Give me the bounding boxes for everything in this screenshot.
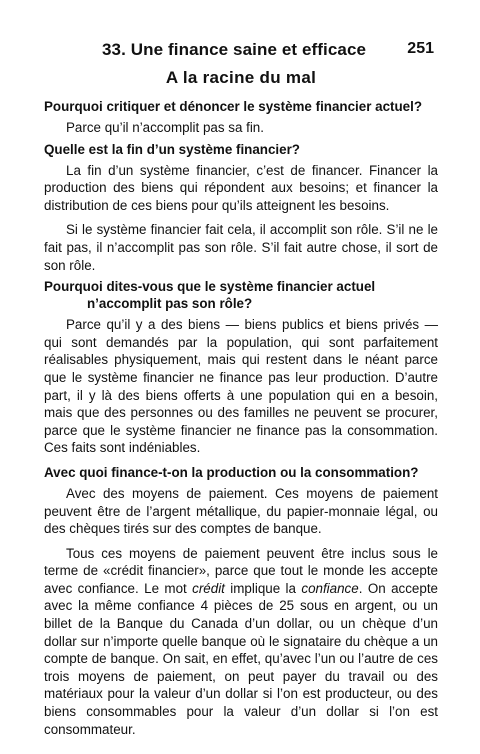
page-number: 251: [407, 40, 434, 57]
book-page: [44, 40, 438, 738]
answer-4-text-end: . On accepte avec la même confiance 4 pièces de 25 sous en argent, ou un billet de la Banque du Canada d’un dollar, ou un chèque d’un dollar sur n’importe quelle banque où le signataire du chèque a un compte de banque. On sait, en effet, qu’avec l’un ou l’autre de ces trois moyens de paiement, on peut payer du travail ou des matériaux pour la valeur d’un dollar si l’on est producteur, ou des biens consommables pour la valeur d’un dollar si l’on est consommateur.: [44, 580, 438, 737]
answer-4-text-start: Tous ces moyens de paiement peuvent être inclus sous le terme de «crédit financier», parce que tout le monde les accepte avec confiance. Le mot: [44, 545, 438, 596]
emphasis-credit: crédit: [192, 580, 225, 596]
answer-2-paragraph-2: Si le système financier fait cela, il accomplit son rôle. S’il ne le fait pas, il n’accomplit pas son rôle. S’il fait autre chose, il sort de son rôle.: [44, 222, 438, 273]
chapter-title: 33. Une finance saine et efficace: [102, 40, 367, 59]
running-header: [44, 40, 438, 64]
emphasis-confiance: confiance: [301, 580, 359, 596]
answer-3: Parce qu’il y a des biens — biens publics et biens privés — qui sont demandés par la population, qui sont parfaitement réalisables physiquement, mais qui restent dans le néant parce que le système financier ne finance pas leur production. D’autre part, il y là des biens offerts à une population qui en a besoin, mais que des personnes ou des familles ne peuvent se procurer, parce que le système financier ne finance pas la consommation. Ces faits sont indéniables.: [44, 317, 438, 456]
section-title: A la racine du mal: [165, 68, 317, 87]
answer-4-text-mid: implique la: [224, 580, 302, 596]
answer-2-paragraph-1: La fin d’un système financier, c’est de financer. Financer la production des biens qui répondent aux besoins; et financer la distribution de ces biens pour qu’ils atteignent les besoins.: [44, 162, 438, 213]
question-3: Pourquoi dites-vous que le système financier actuel n’accomplit pas son rôle?: [44, 279, 376, 312]
answer-4-paragraph-2: [44, 545, 438, 739]
question-1: Pourquoi critiquer et dénoncer le système financier actuel?: [44, 99, 423, 114]
question-4: Avec quoi finance-t-on la production ou la consommation?: [44, 464, 419, 480]
answer-1: Parce qu’il n’accomplit pas sa fin.: [66, 120, 264, 135]
question-2: Quelle est la fin d’un système financier?: [44, 141, 300, 157]
answer-4-paragraph-1: Avec des moyens de paiement. Ces moyens de paiement peuvent être de l’argent métallique, du papier-monnaie légal, ou des chèques tirés sur des comptes de banque.: [44, 485, 438, 537]
